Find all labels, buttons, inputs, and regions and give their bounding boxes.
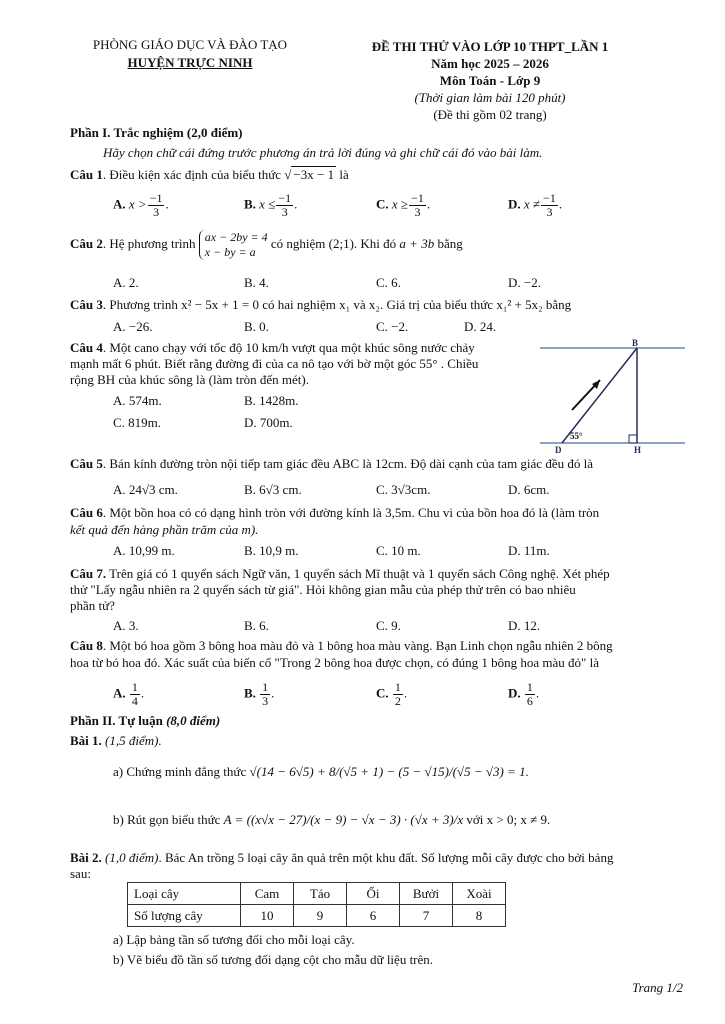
q7-option-c: C. 9. <box>376 618 401 633</box>
q3-option-d: D. 24. <box>464 319 497 334</box>
part1-instruction: Hãy chọn chữ cái đứng trước phương án trả lời đúng và ghi chữ cái đó vào bài làm. <box>103 145 543 160</box>
bai2-a: a) Lập bảng tần số tương đối cho mỗi loại cây. <box>113 932 355 947</box>
q3-text: Câu 3. Phương trình x² − 5x + 1 = 0 có hai nghiệm x₁ và x₂. Giá trị của biểu thức x₁² + 5x₂ bằng <box>70 297 572 312</box>
label-d: D <box>555 445 562 455</box>
bai1-title: Bài 1. (1,5 điểm). <box>70 733 162 748</box>
bai1-b-expression: A = ((x√x − 27)/(x − 9) − √x − 3) · (√x + 3)/x <box>223 812 464 827</box>
q2-option-b: B. 4. <box>244 275 269 290</box>
right-angle-mark <box>629 435 637 443</box>
q6-line2: kết quả đến hàng phần trăm của m). <box>70 522 259 537</box>
part1-title: Phần I. Trắc nghiệm (2,0 điểm) <box>70 125 243 140</box>
q6-option-b: B. 10,9 m. <box>244 543 299 558</box>
q8-line2: hoa từ bó hoa đó. Xác suất của biến cố "Trong 2 bông hoa được chọn, có đúng 1 bông hoa màu đỏ" là <box>70 655 599 670</box>
q4-option-c: C. 819m. <box>113 415 162 430</box>
q1-option-b: B. x ≤ $\frac{-1}{3}$ . <box>244 191 298 219</box>
exam-title: ĐỀ THI THỬ VÀO LỚP 10 THPT_LẦN 1 <box>371 39 609 54</box>
bai2-line2: sau: <box>70 866 91 881</box>
q3-option-a: A. −26. <box>113 319 153 334</box>
label-b: B <box>632 338 639 348</box>
q3-option-c: C. −2. <box>376 319 409 334</box>
q6-option-d: D. 11m. <box>508 543 550 558</box>
q4-option-d: D. 700m. <box>244 415 293 430</box>
q4-option-b: B. 1428m. <box>244 393 299 408</box>
bai1-a-expression: √(14 − 6√5) + 8/(√5 + 1) − (5 − √15)/(√5 − √3) = 1. <box>249 764 529 779</box>
table-row: Loại cây Cam Táo Ổi Bưởi Xoài <box>128 883 506 905</box>
q1-option-c: C. x ≥ $\frac{-1}{3}$ . <box>376 191 431 219</box>
river-figure <box>540 335 685 455</box>
q8-option-a: A. $\frac{1}{4}$ . <box>113 680 145 708</box>
exam-time: (Thời gian làm bài 120 phút) <box>414 90 566 105</box>
q7-line3: phần tử? <box>70 598 115 613</box>
table-row: Số lượng cây 10 9 6 7 8 <box>128 905 506 927</box>
q6-option-a: A. 10,99 m. <box>113 543 175 558</box>
q4-line2: mạnh mất 6 phút. Biết rằng đường đi của ca nô tạo với bờ một góc 55° . Chiều <box>70 356 479 371</box>
header-left <box>60 36 320 72</box>
label-angle: 55° <box>570 431 583 441</box>
page-number: Trang 1/2 <box>632 980 683 995</box>
path-dh <box>562 348 637 443</box>
bai2-line1: Bài 2. (1,0 điểm). Bác An trồng 5 loại cây ăn quả trên một khu đất. Số lượng mỗi cây được cho bởi bảng <box>70 850 614 865</box>
q8-option-c: C. $\frac{1}{2}$ . <box>376 680 408 708</box>
header-right <box>330 38 650 123</box>
q1-option-a: A. x > $\frac{-1}{3}$ . <box>113 191 169 219</box>
q2-option-d: D. −2. <box>508 275 541 290</box>
q5-option-c: C. 3√3cm. <box>376 482 431 497</box>
q1-text: Câu 1. Điều kiện xác định của biểu thức √ −3x − 1 là <box>70 167 349 182</box>
q7-option-b: B. 6. <box>244 618 269 633</box>
part2-title: Phần II. Tự luận (8,0 điểm) <box>70 713 221 728</box>
q3-option-b: B. 0. <box>244 319 269 334</box>
q5-option-d: D. 6cm. <box>508 482 550 497</box>
q7-line1: Câu 7. Trên giá có 1 quyển sách Ngữ văn, 1 quyển sách Mĩ thuật và 1 quyển sách Công nghệ. Xét phép <box>70 566 610 581</box>
q8-option-b: B. $\frac{1}{3}$ . <box>244 680 275 708</box>
q8-option-d: D. $\frac{1}{6}$ . <box>508 680 540 708</box>
q5-option-a: A. 24√3 cm. <box>113 482 178 497</box>
q2-text: Câu 2. Hệ phương trình ax − 2by = 4 x − by = a có nghiệm (2;1). Khi đó a + 3b bằng <box>70 230 463 259</box>
q2-option-a: A. 2. <box>113 275 139 290</box>
q4-line3: rộng BH của khúc sông là (làm tròn đến mét). <box>70 372 309 387</box>
q5-option-b: B. 6√3 cm. <box>244 482 302 497</box>
q2-option-c: C. 6. <box>376 275 401 290</box>
q8-line1: Câu 8. Một bó hoa gồm 3 bông hoa màu đỏ và 1 bông hoa màu vàng. Bạn Linh chọn ngẫu nhiên 2 bông <box>70 638 613 653</box>
bai1-a: a) Chứng minh đẳng thức √(14 − 6√5) + 8/(√5 + 1) − (5 − √15)/(√5 − √3) = 1. <box>113 764 529 779</box>
bai1-b: b) Rút gọn biểu thức A = ((x√x − 27)/(x − 9) − √x − 3) · (√x + 3)/x với x > 0; x ≠ 9. <box>113 812 551 827</box>
q4-option-a: A. 574m. <box>113 393 162 408</box>
district-name: HUYỆN TRỰC NINH <box>127 55 253 70</box>
q7-line2: thử "Lấy ngẫu nhiên ra 2 quyển sách từ giá". Hỏi không gian mẫu của phép thử trên có bao nhiêu <box>70 582 576 597</box>
label-h: H <box>634 445 642 455</box>
q1-option-d: D. x ≠ $\frac{-1}{3}$ . <box>508 191 563 219</box>
bai2-b: b) Vẽ biểu đồ tần số tương đối dạng cột cho mẫu dữ liệu trên. <box>113 952 434 967</box>
q7-option-d: D. 12. <box>508 618 541 633</box>
school-year: Năm học 2025 – 2026 <box>431 56 549 71</box>
q5-text: Câu 5. Bán kính đường tròn nội tiếp tam giác đều ABC là 12cm. Độ dài cạnh của tam giác đều đó là <box>70 456 593 471</box>
q4-line1: Câu 4. Một cano chạy với tốc độ 10 km/h vượt qua một khúc sông nước chảy <box>70 340 475 355</box>
subject: Môn Toán - Lớp 9 <box>439 73 541 88</box>
page-count: (Đề thi gồm 02 trang) <box>433 107 547 122</box>
q6-line1: Câu 6. Một bồn hoa có có dạng hình tròn với đường kính là 3,5m. Chu vi của bồn hoa đó là (làm tròn <box>70 505 600 520</box>
fruit-tree-table <box>127 882 506 927</box>
q6-option-c: C. 10 m. <box>376 543 421 558</box>
dept-name: PHÒNG GIÁO DỤC VÀ ĐÀO TẠO <box>92 37 288 52</box>
q7-option-a: A. 3. <box>113 618 139 633</box>
